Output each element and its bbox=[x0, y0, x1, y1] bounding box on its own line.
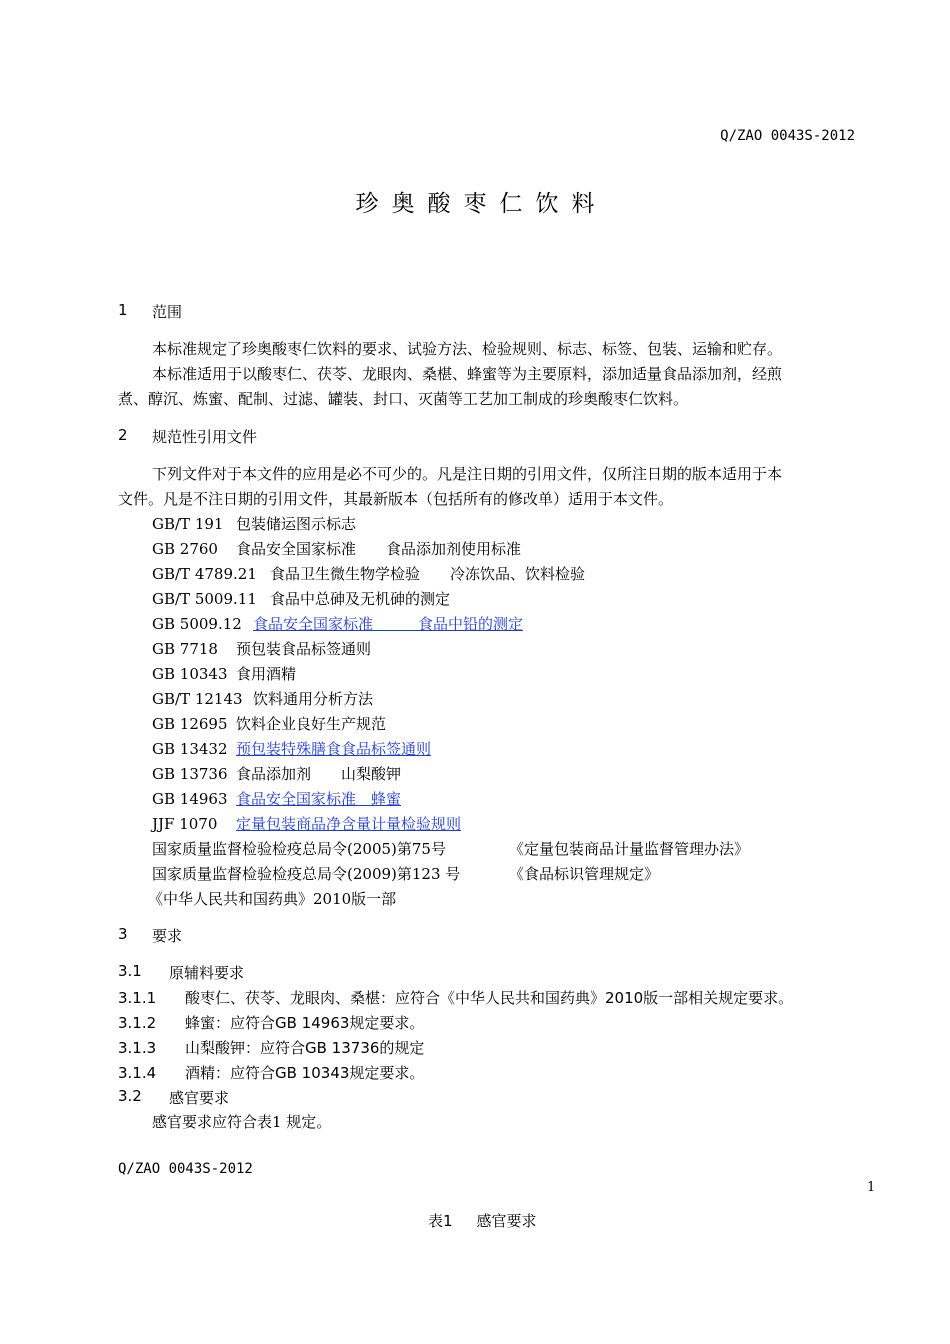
decree-2-code: 国家质量监督检验检疫总局令(2009)第123 号 bbox=[152, 865, 461, 883]
table-1-caption bbox=[428, 1210, 537, 1231]
page-number: 1 bbox=[867, 1180, 876, 1195]
reference-code: GB/T 4789.21 bbox=[152, 565, 257, 583]
decree-2-title: 《食品标识管理规定》 bbox=[509, 865, 660, 883]
section-2-intro-line-1: 下列文件对于本文件的应用是必不可少的。凡是注日期的引用文件，仅所注日期的版本适用于本 bbox=[152, 465, 783, 483]
reference-item bbox=[152, 538, 521, 559]
requirement-item bbox=[118, 987, 793, 1008]
reference-item bbox=[152, 788, 401, 809]
reference-code: GB 7718 bbox=[152, 640, 218, 658]
footer-doc-code: Q/ZAO 0043S-2012 bbox=[118, 1161, 253, 1177]
reference-title: 食品安全国家标准 食品添加剂使用标准 bbox=[236, 540, 522, 558]
section-1-paragraph-1: 本标准规定了珍奥酸枣仁饮料的要求、试验方法、检验规则、标志、标签、包装、运输和贮存。 bbox=[152, 340, 783, 358]
requirement-number: 3.1.1 bbox=[118, 989, 157, 1007]
reference-code: GB 13736 bbox=[152, 765, 228, 783]
reference-item bbox=[152, 813, 461, 834]
reference-item bbox=[152, 588, 450, 609]
reference-item bbox=[152, 613, 523, 634]
reference-item bbox=[152, 563, 585, 584]
reference-item bbox=[152, 738, 431, 759]
reference-title: 食用酒精 bbox=[236, 665, 297, 683]
reference-title-link[interactable]: 食品安全国家标准 食品中铅的测定 bbox=[253, 615, 524, 633]
reference-item bbox=[152, 663, 296, 684]
reference-item bbox=[152, 513, 356, 534]
requirement-text: 酒精：应符合GB 10343规定要求。 bbox=[185, 1064, 425, 1082]
requirement-item bbox=[118, 1012, 424, 1033]
reference-code: GB/T 191 bbox=[152, 515, 224, 533]
section-1-number: 1 bbox=[118, 301, 128, 319]
requirement-text: 蜂蜜：应符合GB 14963规定要求。 bbox=[185, 1014, 425, 1032]
section-3-heading: 要求 bbox=[152, 927, 183, 945]
requirement-item bbox=[118, 1062, 424, 1083]
requirement-text: 酸枣仁、茯苓、龙眼肉、桑椹：应符合《中华人民共和国药典》2010版一部相关规定要求。 bbox=[185, 989, 794, 1007]
reference-title: 饮料通用分析方法 bbox=[253, 690, 374, 708]
table-1-caption-number: 表1 bbox=[428, 1212, 453, 1230]
section-1-paragraph-2-line-2: 煮、醇沉、炼蜜、配制、过滤、罐装、封口、灭菌等工艺加工制成的珍奥酸枣仁饮料。 bbox=[118, 390, 689, 408]
reference-code: GB 5009.12 bbox=[152, 615, 242, 633]
section-2-heading: 规范性引用文件 bbox=[152, 428, 258, 446]
reference-code: JJF 1070 bbox=[152, 815, 218, 833]
decree-2 bbox=[152, 863, 659, 884]
header-doc-code: Q/ZAO 0043S-2012 bbox=[720, 128, 855, 144]
subsection-3-1-number: 3.1 bbox=[118, 962, 142, 980]
reference-title-link[interactable]: 食品安全国家标准 蜂蜜 bbox=[236, 790, 402, 808]
pharmacopoeia-reference: 《中华人民共和国药典》2010版一部 bbox=[148, 890, 397, 908]
requirement-number: 3.1.2 bbox=[118, 1014, 157, 1032]
requirement-number: 3.1.3 bbox=[118, 1039, 157, 1057]
table-1-caption-title: 感官要求 bbox=[476, 1212, 537, 1230]
decree-1-code: 国家质量监督检验检疫总局令(2005)第75号 bbox=[152, 840, 446, 858]
requirement-number: 3.1.4 bbox=[118, 1064, 157, 1082]
reference-code: GB 10343 bbox=[152, 665, 228, 683]
reference-title: 食品添加剂 山梨酸钾 bbox=[236, 765, 402, 783]
reference-title: 预包装食品标签通则 bbox=[236, 640, 372, 658]
subsection-3-2-number: 3.2 bbox=[118, 1087, 142, 1105]
decree-1 bbox=[152, 838, 749, 859]
section-2-intro-line-2: 文件。凡是不注日期的引用文件，其最新版本（包括所有的修改单）适用于本文件。 bbox=[118, 490, 674, 508]
subsection-3-1-heading: 原辅料要求 bbox=[169, 964, 245, 982]
reference-code: GB 2760 bbox=[152, 540, 218, 558]
reference-code: GB/T 12143 bbox=[152, 690, 243, 708]
section-1-paragraph-2-line-1: 本标准适用于以酸枣仁、茯苓、龙眼肉、桑椹、蜂蜜等为主要原料，添加适量食品添加剂，经煎 bbox=[152, 365, 783, 383]
reference-item bbox=[152, 688, 373, 709]
reference-title: 包装储运图示标志 bbox=[236, 515, 357, 533]
reference-item bbox=[152, 713, 386, 734]
reference-item bbox=[152, 763, 401, 784]
reference-title-link[interactable]: 定量包装商品净含量计量检验规则 bbox=[236, 815, 462, 833]
document-title: 珍奥酸枣仁饮料 bbox=[355, 191, 608, 217]
reference-code: GB 14963 bbox=[152, 790, 228, 808]
requirement-text: 山梨酸钾：应符合GB 13736的规定 bbox=[185, 1039, 425, 1057]
reference-code: GB 12695 bbox=[152, 715, 228, 733]
reference-item bbox=[152, 638, 371, 659]
section-1-heading: 范围 bbox=[152, 303, 183, 321]
subsection-3-2-text: 感官要求应符合表1 规定。 bbox=[152, 1113, 332, 1131]
subsection-3-2-heading: 感官要求 bbox=[169, 1089, 230, 1107]
reference-code: GB/T 5009.11 bbox=[152, 590, 257, 608]
reference-title: 饮料企业良好生产规范 bbox=[236, 715, 387, 733]
reference-title-link[interactable]: 预包装特殊膳食食品标签通则 bbox=[236, 740, 432, 758]
reference-code: GB 13432 bbox=[152, 740, 228, 758]
reference-title: 食品中总砷及无机砷的测定 bbox=[270, 590, 451, 608]
section-3-number: 3 bbox=[118, 925, 128, 943]
reference-title: 食品卫生微生物学检验 冷冻饮品、饮料检验 bbox=[270, 565, 586, 583]
section-2-number: 2 bbox=[118, 426, 128, 444]
decree-1-title: 《定量包装商品计量监督管理办法》 bbox=[509, 840, 750, 858]
requirement-item bbox=[118, 1037, 424, 1058]
